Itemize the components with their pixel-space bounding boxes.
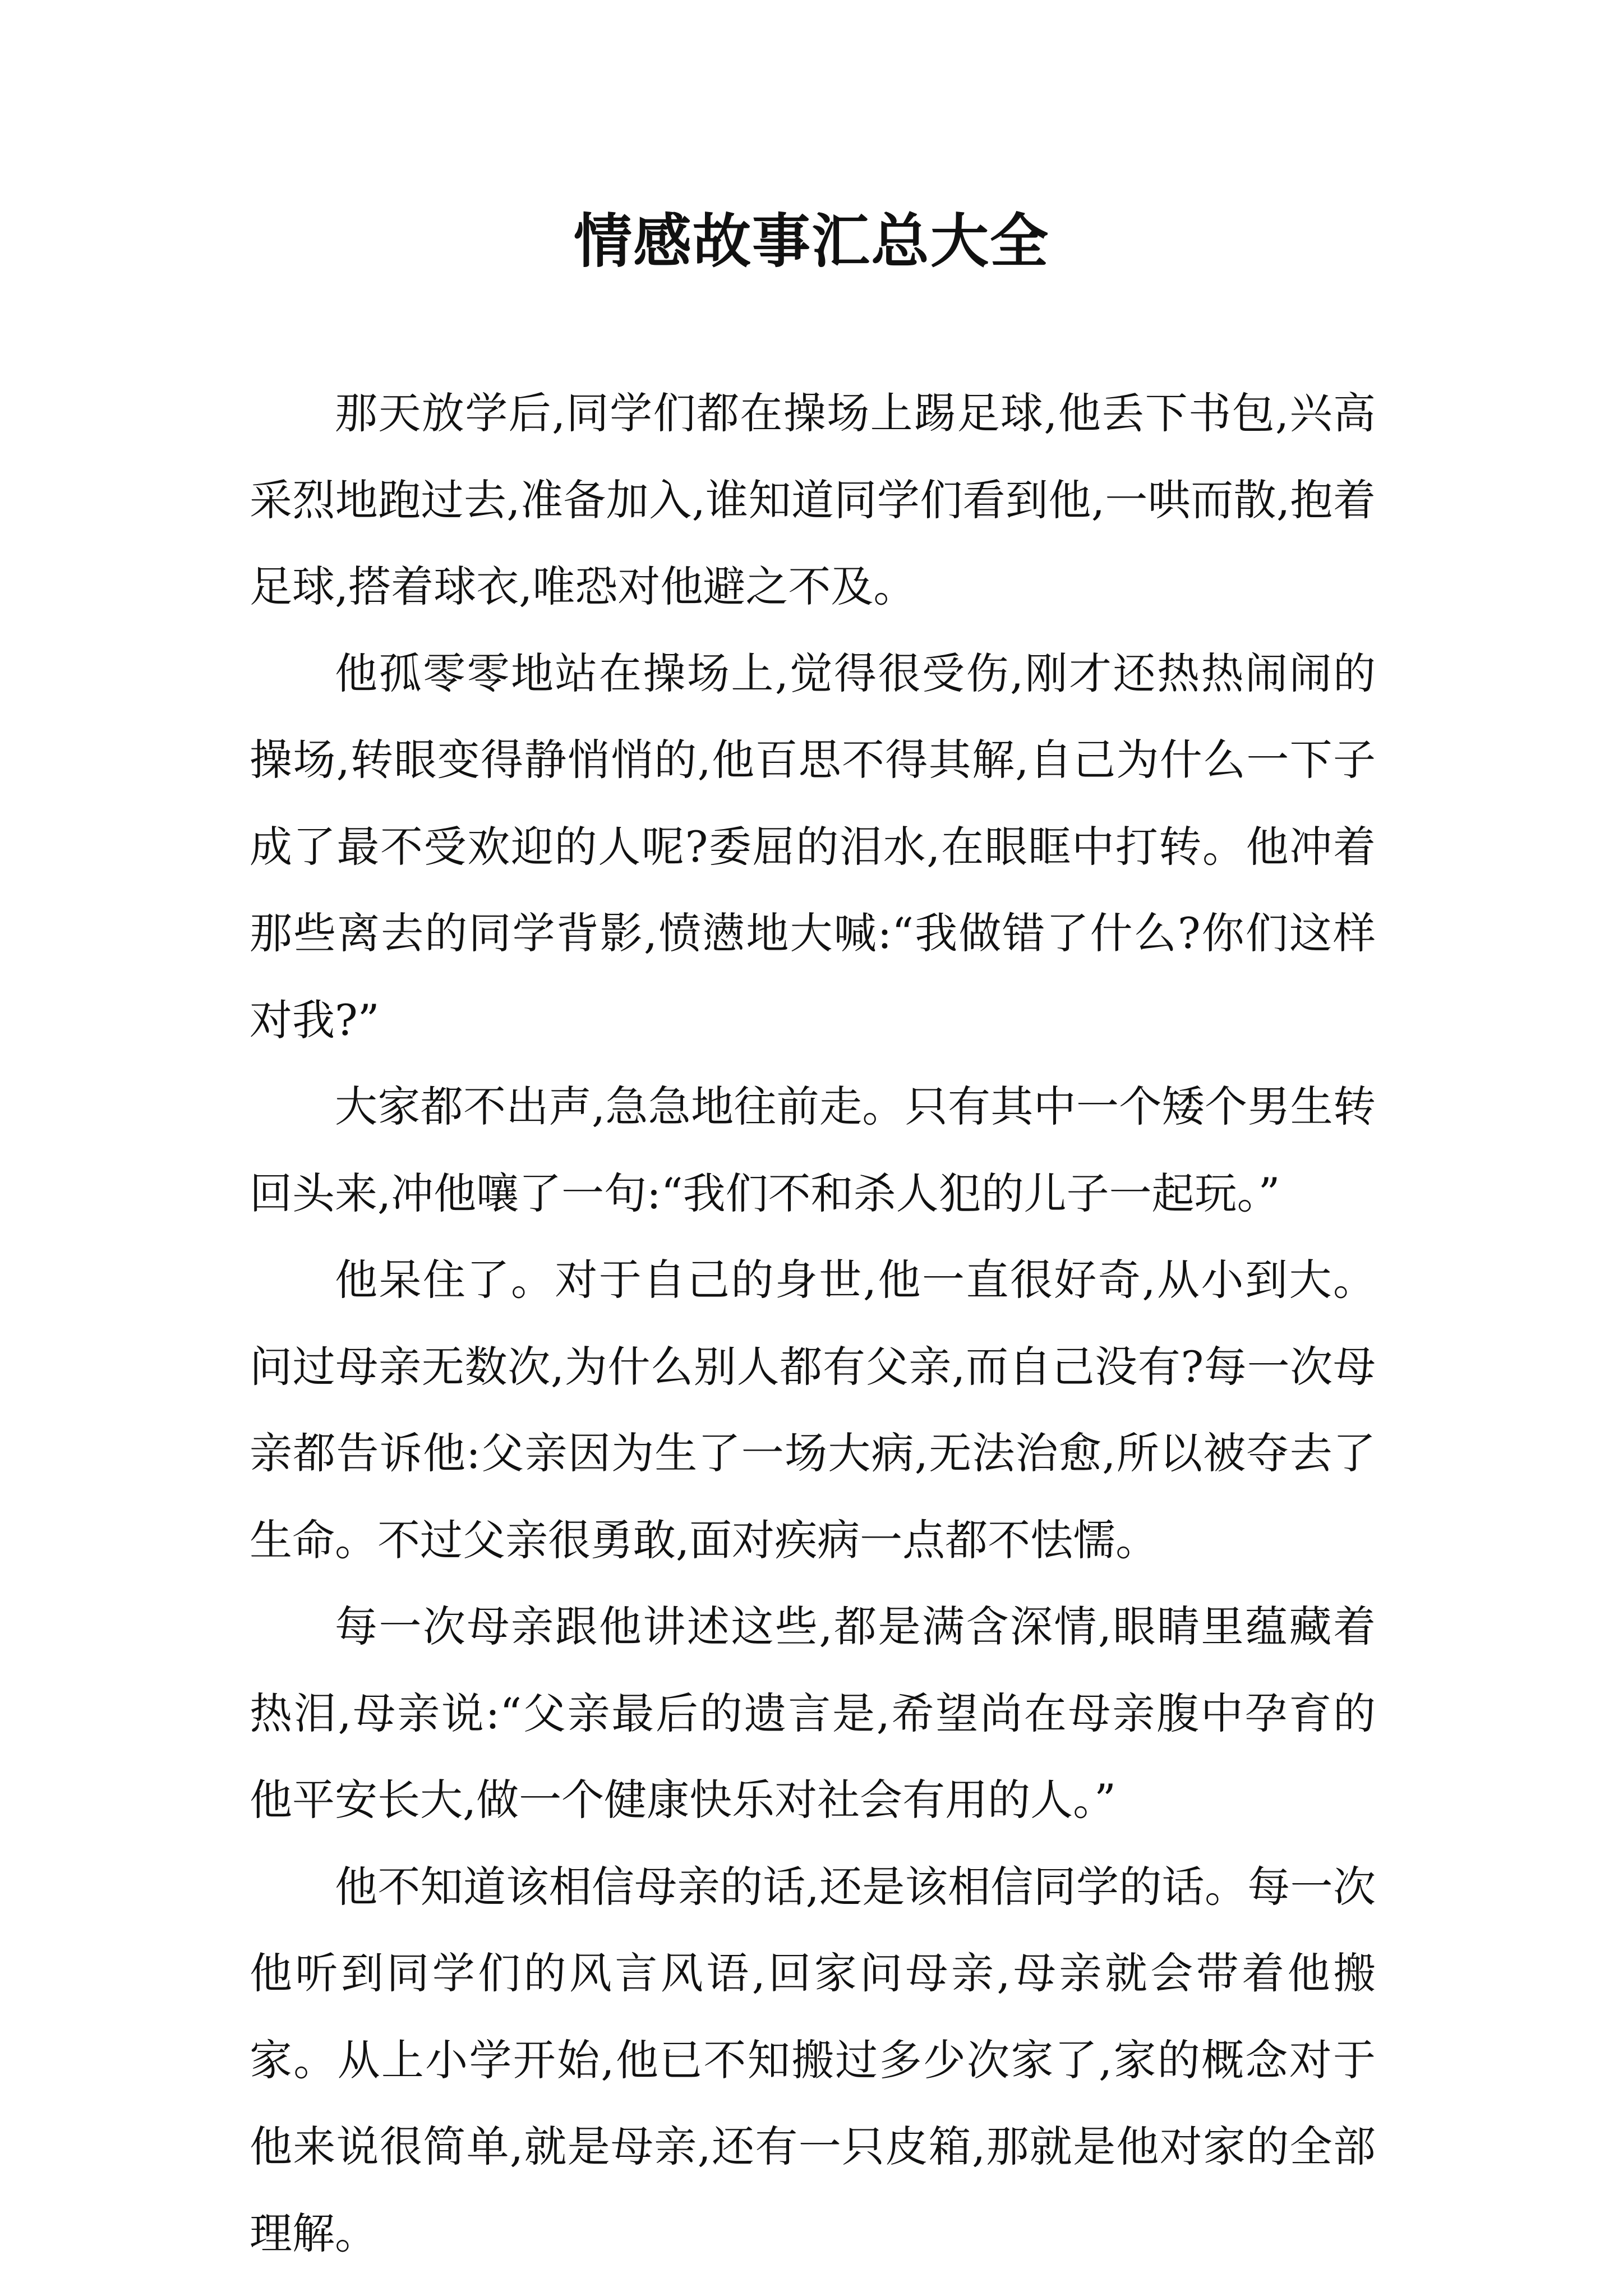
- paragraph-5: 每一次母亲跟他讲述这些,都是满含深情,眼睛里蕴藏着热泪,母亲说:“父亲最后的遗言是,希望尚在母亲腹中孕育的他平安长大,做一个健康快乐对社会有用的人。”: [250, 1602, 1376, 1825]
- paragraph-3: 大家都不出声,急急地往前走。只有其中一个矮个男生转回头来,冲他嚷了一句:“我们不和杀人犯的儿子一起玩。”: [250, 1082, 1376, 1218]
- document-body: [250, 370, 1376, 2277]
- document-title: 情感故事汇总大全: [573, 206, 1049, 275]
- paragraph-1: 那天放学后,同学们都在操场上踢足球,他丢下书包,兴高采烈地跑过去,准备加入,谁知道同学们看到他,一哄而散,抱着足球,搭着球衣,唯恐对他避之不及。: [250, 388, 1376, 611]
- paragraph-6: 他不知道该相信母亲的话,还是该相信同学的话。每一次他听到同学们的风言风语,回家问母亲,母亲就会带着他搬家。从上小学开始,他已不知搬过多少次家了,家的概念对于他来说很简单,就是母亲,还有一只皮箱,那就是他对家的全部理解。: [250, 1861, 1376, 2258]
- paragraph-4: 他呆住了。对于自己的身世,他一直很好奇,从小到大。问过母亲无数次,为什么别人都有父亲,而自己没有?每一次母亲都告诉他:父亲因为生了一场大病,无法治愈,所以被夺去了生命。不过父亲很勇敢,面对疾病一点都不怯懦。: [250, 1255, 1376, 1565]
- paragraph-2: 他孤零零地站在操场上,觉得很受伤,刚才还热热闹闹的操场,转眼变得静悄悄的,他百思不得其解,自己为什么一下子成了最不受欢迎的人呢?委屈的泪水,在眼眶中打转。他冲着那些离去的同学背影,愤懑地大喊:“我做错了什么?你们这样对我?”: [250, 648, 1376, 1045]
